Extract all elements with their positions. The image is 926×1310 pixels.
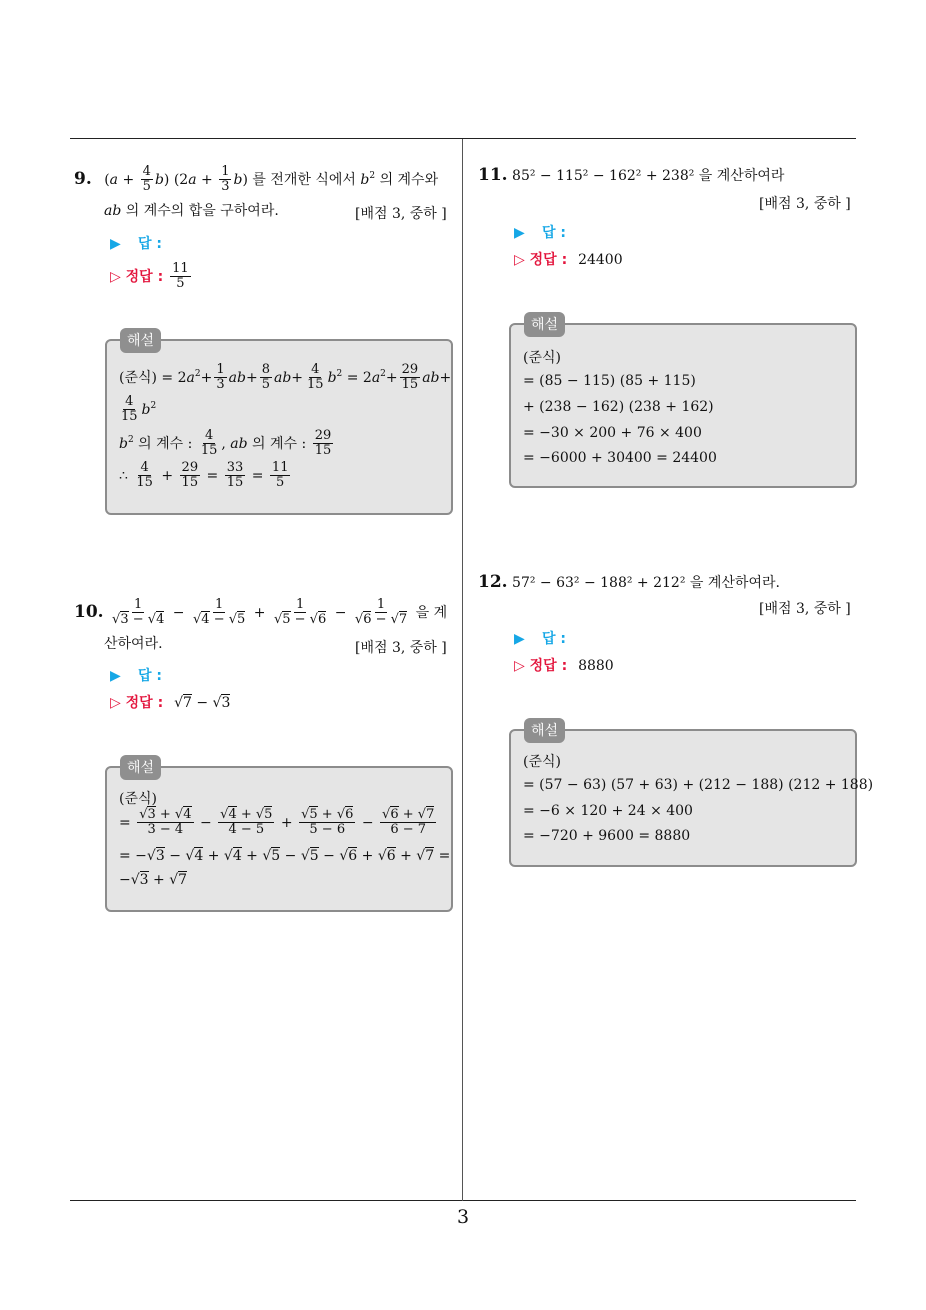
solution-tag: 해설 <box>524 312 565 337</box>
play-icon: ▶ <box>110 236 121 252</box>
correct-value: 8880 <box>578 658 614 674</box>
solution-line: (준식) <box>523 350 561 366</box>
question-text: 를 전개한 식에서 <box>252 171 356 188</box>
solution-line: = $\frac{√3 + √4}{3 - 4}$ − $\frac{√4 + √5}{4 - 5}$ + $\frac{√5 + √6}{5 - 6}$ − $\frac{√6 + √7}{6 - 7}$ <box>119 807 435 838</box>
question-number: 9. <box>74 168 92 189</box>
triangle-icon: ▷ <box>514 252 525 268</box>
question-text: 57² − 63² − 188² + 212² 을 계산하여라. <box>512 575 780 591</box>
solution-line: = −6000 + 30400 = 24400 <box>523 450 717 466</box>
correct-label: 정답 : <box>529 658 568 674</box>
answer-label: 답 : <box>542 631 566 647</box>
triangle-icon: ▷ <box>110 695 121 711</box>
triangle-icon: ▷ <box>110 268 121 285</box>
question-text: 의 계수의 합을 구하여라. <box>125 203 279 219</box>
solution-box <box>509 317 857 488</box>
answer-row[interactable] <box>110 233 162 253</box>
page-number: 3 <box>456 1206 470 1228</box>
solution-tag: 해설 <box>120 755 161 780</box>
answer-row[interactable] <box>514 222 566 242</box>
correct-value: $\frac{11}{5}$ <box>172 261 189 292</box>
question-number: 10. <box>74 601 104 622</box>
solution-line: −√3 + √7 <box>119 872 188 888</box>
solution-line: = (57 − 63) (57 + 63) + (212 − 188) (212 + 188) <box>523 777 874 793</box>
correct-answer-row <box>514 655 614 675</box>
correct-label: 정답 : <box>125 268 164 285</box>
question-number: 12. <box>478 572 508 592</box>
column-divider <box>462 139 463 1201</box>
points-label: [배점 3, 중하 ] <box>355 640 447 656</box>
play-icon: ▶ <box>514 225 525 241</box>
question-9-line2: ab 의 계수의 합을 구하여라. <box>104 203 279 219</box>
correct-label: 정답 : <box>125 695 164 711</box>
answer-row[interactable] <box>110 665 162 685</box>
solution-box <box>509 723 874 867</box>
correct-value: 24400 <box>578 252 623 268</box>
solution-line: = −√3 − √4 + √4 + √5 − √5 − √6 + √6 + √7 = <box>119 848 451 864</box>
question-text: 85² − 115² − 162² + 238² 을 계산하여라 <box>512 168 785 184</box>
correct-value: √7 − √3 <box>174 695 231 711</box>
solution-box <box>105 333 453 515</box>
correct-answer-row <box>110 692 230 712</box>
solution-text: 의 계수 : <box>252 435 307 452</box>
triangle-icon: ▷ <box>514 658 525 674</box>
solution-line: = (85 − 115) (85 + 115) <box>523 373 696 389</box>
question-11 <box>478 163 784 189</box>
question-10: 10. $\frac{1}{√3 - √4}$ − $\frac{1}{√4 - √5}$ + $\frac{1}{√5 - √6}$ − $\frac{1}{√6 - √7}$ 을 계 <box>74 597 448 628</box>
solution-line: (준식) <box>523 754 561 770</box>
solution-line: = −6 × 120 + 24 × 400 <box>523 803 693 819</box>
points-label: [배점 3, 중하 ] <box>759 601 851 617</box>
question-text: 을 계 <box>415 604 448 621</box>
correct-answer-row <box>514 249 623 269</box>
solution-line: ∴ $\frac{4}{15}$ + $\frac{29}{15}$ = $\frac{33}{15}$ = $\frac{11}{5}$ <box>119 460 289 491</box>
solution-line: (준식) <box>119 791 157 807</box>
solution-line: = −30 × 200 + 76 × 400 <box>523 425 702 441</box>
question-text: 의 계수와 <box>379 171 439 188</box>
solution-tag: 해설 <box>524 718 565 743</box>
question-9: 9. (a + $\frac{4}{5}$ b) (2a + $\frac{1}{3}$ b) 를 전개한 식에서 $b^2$ 의 계수와 <box>74 164 439 195</box>
solution-line: + (238 − 162) (238 + 162) <box>523 399 714 415</box>
solution-line: $b^2$ 의 계수 : $\frac{4}{15}$ , ab 의 계수 : $\frac{29}{15}$ <box>119 428 332 459</box>
solution-text: (준식) <box>119 369 157 386</box>
top-rule <box>70 138 856 139</box>
solution-line: = −720 + 9600 = 8880 <box>523 828 691 844</box>
play-icon: ▶ <box>110 668 121 684</box>
answer-label: 답 : <box>138 236 162 252</box>
answer-row[interactable] <box>514 628 566 648</box>
question-text: 산하여라. <box>104 636 163 652</box>
points-label: [배점 3, 중하 ] <box>759 196 851 212</box>
question-number: 11. <box>478 165 508 185</box>
answer-label: 답 : <box>138 668 162 684</box>
correct-label: 정답 : <box>529 252 568 268</box>
question-10-line2 <box>104 634 163 655</box>
solution-text: 의 계수 : <box>138 435 193 452</box>
play-icon: ▶ <box>514 631 525 647</box>
solution-line: (준식) = $2a^2+$ $\frac{1}{3}$ ab+ $\frac{8}{5}$ ab+ $\frac{4}{15}$ $b^2 = 2a^2+$ $\frac{29}{15}$ ab+ <box>119 362 452 393</box>
solution-box <box>105 760 453 912</box>
solution-line: $\frac{4}{15}$ $b^2$ <box>121 394 157 425</box>
correct-answer-row <box>110 262 193 292</box>
question-12 <box>478 570 780 596</box>
answer-label: 답 : <box>542 225 566 241</box>
bottom-rule <box>70 1200 856 1201</box>
solution-tag: 해설 <box>120 328 161 353</box>
points-label: [배점 3, 중하 ] <box>355 206 447 222</box>
